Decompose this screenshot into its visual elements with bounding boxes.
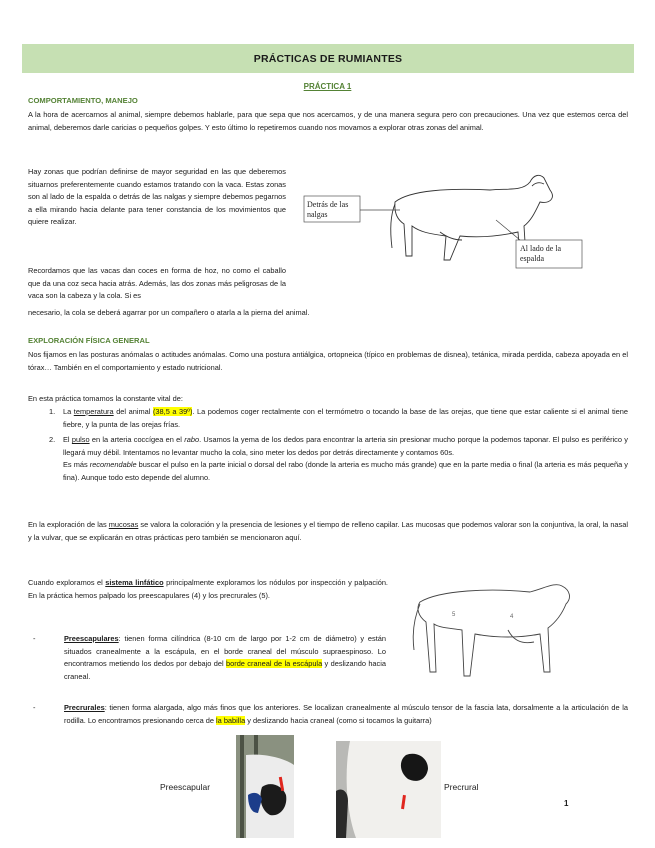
list-item-pulse: 2. El pulso en la arteria coccígea en el rabo. Usamos la yema de los dedos para encontrar la arteria sin presionar mucho porque la podemos taponar. El pulso es periférico y llegará muy débil. Intentamos no levantar mucho la cola, sino meter los dedos por detrás directamente y contamos 60s. Es más recomendable buscar el pulso en la parte inicial o dorsal del rabo (donde la arteria es mucho más grande) que en la parte media o final (la arteria es más pequeña y fina). Aunque todo esto depende del alumno.: [49, 435, 628, 482]
term-sistema-linfatico: sistema linfático: [105, 578, 164, 587]
title-banner: [22, 44, 634, 73]
paragraph-intro: A la hora de acercarnos al animal, siempre debemos hablarle, para que sepa que nos acercamos, y de una manera segura pero con precauciones. Una vez que estemos cerca del animal, deberemos darle caricias o pequeños golpes. Y esto último lo repetiremos cuando nos movamos a explorar otras zonas del animal.: [28, 110, 628, 132]
cow-zones-figure: [300, 160, 600, 272]
paragraph-vitals-intro: En esta práctica tomamos la constante vital de:: [28, 394, 183, 403]
preescapular-photo-image: [236, 735, 294, 838]
paragraph-kicks-continued: necesario, la cola se deberá agarrar por un compañero o atarla a la pierna del animal.: [28, 308, 310, 317]
lymph-item-preescapulares: - Preescapulares: tienen forma cilíndrica (8-10 cm de largo por 1-2 cm de diámetro) y están situados cranealmente a la escápula, en el borde craneal del músculo supraespinoso. Lo encontramos metiendo los dedos por debajo del borde craneal de la escápula y deslizando hacia craneal.: [33, 634, 386, 681]
svg-text:4: 4: [510, 614, 514, 620]
section-heading-exploracion: EXPLORACIÓN FÍSICA GENERAL: [28, 336, 150, 345]
document-title: PRÁCTICAS DE RUMIANTES: [253, 52, 403, 65]
lymph-item-precrurales: - Precrurales: tienen forma alargada, algo más finos que los anteriores. Se localizan cranealmente al músculo tensor de la fascia lata, dorsalmente a la articulación de la rodilla. Lo encontramos presionando cerca de la babilla y deslizando hacia craneal (como si tocamos la guitarra): [33, 703, 628, 725]
paragraph-kicks: Recordamos que las vacas dan coces en forma de hoz, no como el caballo que da una coz seca hacia atrás. Además, las dos zonas más peligrosas de la vaca son la cabeza y la cola. Si es: [28, 266, 286, 301]
label-beside-shoulder: Al lado de la espalda: [520, 244, 562, 263]
term-precrurales: Precrurales: [64, 703, 105, 712]
svg-text:5: 5: [452, 612, 456, 618]
term-temperatura: temperatura: [73, 407, 114, 416]
section-heading-comportamiento: COMPORTAMIENTO, MANEJO: [28, 96, 138, 105]
practice-subtitle: PRÁCTICA 1: [303, 82, 352, 91]
temperature-range: (38,5 a 39º): [152, 407, 193, 416]
caption-preescapular: Preescapular: [160, 782, 211, 792]
vitals-list: [49, 406, 628, 485]
page-number: 1: [564, 799, 569, 808]
precrural-photo-image: [336, 741, 441, 838]
paragraph-posturas: Nos fijamos en las posturas anómalas o actitudes anómalas. Como una postura antiálgica, ortopneica (típico en problemas de disnea), tetánica, mirada perdida, cabeza apoyada en el tórax… También en el comportamiento y estado nutricional.: [28, 350, 628, 372]
term-mucosas: mucosas: [108, 520, 139, 529]
paragraph-safe-zones: Hay zonas que podrían definirse de mayor seguridad en las que deberemos situarnos preferentemente cuando estamos tratando con la vaca. Estas zonas son al lado de la espalda o detrás de las nalgas y siempre debemos pegarnos a ella mirando hacia delante para tener constancia de los movimientos que quiere realizar.: [28, 167, 286, 227]
paragraph-linfatico: Cuando exploramos el sistema linfático principalmente exploramos los nódulos por inspección y palpación. En la práctica hemos palpado los preescapulares (4) y los precrurales (5).: [28, 578, 388, 600]
cow-outline-illustration: [400, 572, 585, 690]
precrural-photo: [336, 741, 441, 838]
list-item-temperature: 1. La temperatura del animal (38,5 a 39º). La podemos coger rectalmente con el termómetro o tocando la base de las orejas, que tiene que estar caliente si el animal tiene fiebre, y la punta de las orejas frías.: [49, 407, 628, 429]
label-behind-hindquarters: Detrás de las nalgas: [307, 200, 349, 219]
cow-lymph-figure: [400, 572, 585, 690]
highlight-babilla: la babilla: [216, 715, 246, 725]
term-preescapulares: Preescapulares: [64, 634, 119, 643]
caption-precrural: Precrural: [444, 782, 479, 792]
highlight-borde-craneal: borde craneal de la escápula: [226, 659, 323, 669]
preescapular-photo: [236, 735, 294, 838]
term-pulso: pulso: [71, 435, 90, 445]
paragraph-mucosas: En la exploración de las mucosas se valora la coloración y la presencia de lesiones y el tiempo de relleno capilar. Las mucosas que podemos valorar son la conjuntiva, la oral, la nasal y la vulvar, que se explicarán en otras prácticas pero también se mencionaron aquí.: [28, 520, 628, 542]
